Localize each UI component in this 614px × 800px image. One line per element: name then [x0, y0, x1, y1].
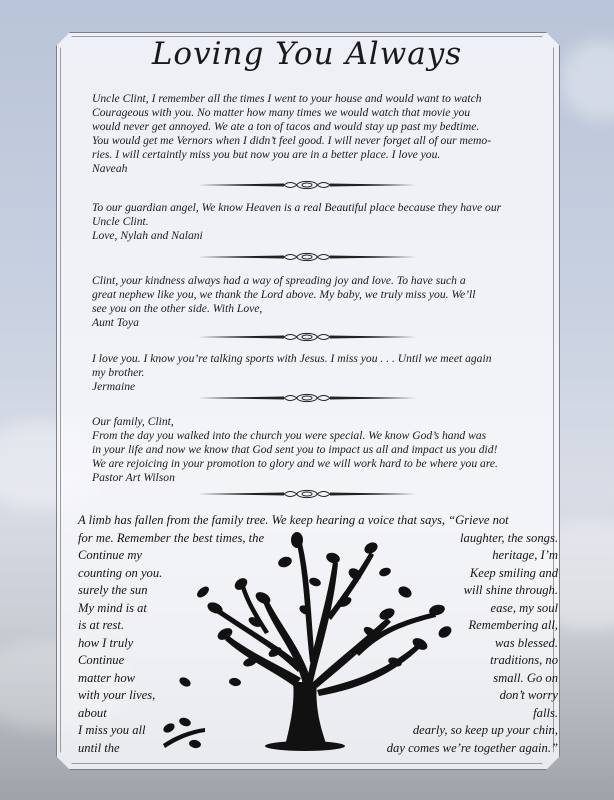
poem-row [78, 565, 558, 583]
poem-right: small. Go on [493, 670, 558, 685]
poem-left: with your lives, [78, 688, 156, 702]
poem-left: I miss you all [78, 723, 146, 737]
tribute-line: Our family, Clint, [92, 415, 174, 428]
tribute-line: would never get annoyed. We ate a ton of tacos and would stay up past my bedtime. [92, 120, 480, 133]
poem-row [78, 600, 558, 618]
tribute-jermaine [92, 352, 532, 394]
poem-right: don’t worry [499, 688, 558, 702]
poem-right: Keep smiling and [469, 565, 558, 580]
poem-line [78, 512, 558, 530]
tribute-signature: Love, Nylah and Nalani [92, 229, 203, 242]
poem-right: Remembering all, [468, 618, 558, 632]
tribute-line: in your life and now we know that God sent you to impact us all and impact us you did! [92, 443, 498, 456]
poem-left: is at rest. [78, 618, 125, 632]
poem-left: My mind is at [78, 600, 147, 615]
tribute-signature: Aunt Toya [92, 316, 139, 329]
poem-right: was blessed. [495, 635, 558, 650]
poem-grieve-not [78, 512, 558, 757]
page-title: Loving You Always [151, 36, 463, 72]
poem-left: Continue [78, 653, 125, 667]
poem-row [78, 530, 558, 548]
tribute-line: ries. I will certaintly miss you but now you are in a better place. I love you. [92, 148, 441, 161]
poem-row [78, 670, 558, 688]
tribute-line: Uncle Clint, I remember all the times I went to your house and would want to watch [92, 92, 482, 105]
poem-left: matter how [78, 670, 136, 685]
poem-left: how I truly [78, 635, 134, 650]
tribute-line: Uncle Clint. [92, 215, 149, 228]
tribute-nylah-nalani [92, 201, 532, 243]
poem-row [78, 740, 558, 758]
tribute-aunt-toya [92, 274, 532, 330]
tribute-line: You would get me Vernors when I didn’t feel good. I will never forget all of our memo- [92, 134, 492, 147]
tribute-signature: Naveah [92, 162, 128, 175]
poem-right: ease, my soul [490, 600, 558, 615]
tribute-signature: Pastor Art Wilson [92, 471, 175, 484]
poem-right: falls. [533, 705, 558, 720]
tribute-line: We are rejoicing in your promotion to glory and we will work hard to be where you are. [92, 457, 498, 470]
poem-row [78, 705, 558, 723]
tribute-line: To our guardian angel, We know Heaven is a real Beautiful place because they have our [92, 201, 502, 214]
poem-row [78, 582, 558, 600]
tribute-signature: Jermaine [92, 380, 136, 393]
poem-row [78, 547, 558, 565]
tribute-line: Clint, your kindness always had a way of spreading joy and love. To have such a [92, 274, 466, 287]
poem-right: laughter, the songs. [460, 530, 558, 545]
poem-right: day comes we’re together again.” [386, 740, 558, 755]
poem-first-line: A limb has fallen from the family tree. We keep hearing a voice that says, “Grieve not [78, 513, 509, 527]
poem-row [78, 635, 558, 653]
tribute-naveah [92, 92, 532, 176]
poem-row [78, 652, 558, 670]
tribute-line: my brother. [92, 366, 145, 379]
poem-row [78, 722, 558, 740]
poem-right: heritage, I’m [492, 548, 558, 562]
tribute-line: Courageous with you. No matter how many times we would watch that movie you [92, 106, 471, 119]
poem-right: traditions, no [490, 653, 558, 667]
poem-row [78, 687, 558, 705]
poem-left: for me. Remember the best times, the [78, 530, 265, 545]
tribute-pastor-art-wilson [92, 415, 532, 485]
ornamental-divider [196, 179, 418, 191]
tribute-line: great nephew like you, we thank the Lord above. My baby, we truly miss you. We’ll [92, 288, 476, 301]
poem-row [78, 617, 558, 635]
poem-left: Continue my [78, 548, 143, 562]
poem-right: will shine through. [463, 583, 558, 597]
ornamental-divider [196, 251, 418, 263]
poem-left: about [78, 705, 107, 720]
ornamental-divider [196, 331, 418, 343]
poem-left: counting on you. [78, 565, 163, 580]
poem-right: dearly, so keep up your chin, [412, 723, 558, 737]
ornamental-divider [196, 392, 418, 404]
tribute-line: see you on the other side. With Love, [92, 302, 263, 315]
ornamental-divider [196, 488, 418, 500]
poem-left: surely the sun [78, 583, 148, 597]
tribute-line: I love you. I know you’re talking sports with Jesus. I miss you . . . Until we meet again [92, 352, 492, 365]
poem-left: until the [78, 740, 120, 755]
tribute-line: From the day you walked into the church you were special. We know God’s hand was [92, 429, 487, 442]
